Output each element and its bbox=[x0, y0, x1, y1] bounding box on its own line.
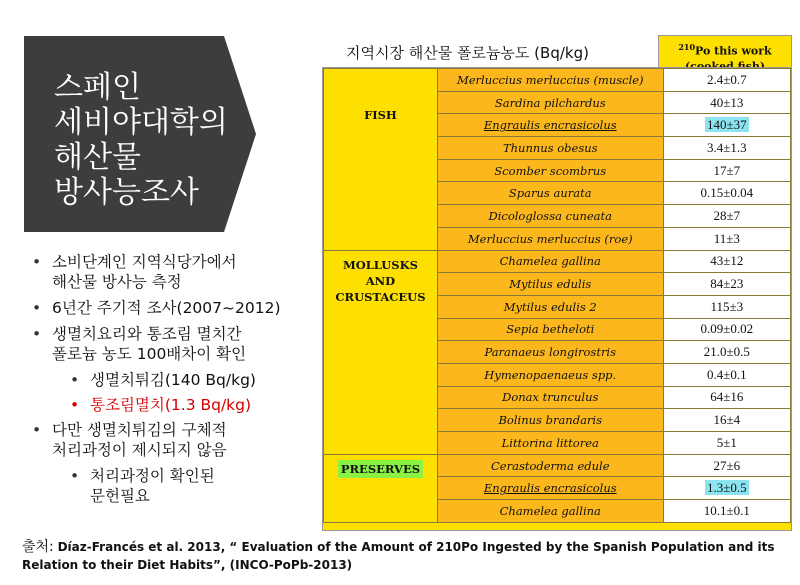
value-cell: 64±16 bbox=[663, 386, 790, 409]
source-citation bbox=[22, 538, 792, 574]
bullet-text: 폴로늄 농도 100배차이 확인 bbox=[52, 345, 247, 363]
value-cell: 2.4±0.7 bbox=[663, 69, 790, 92]
species-cell: Merluccius merluccius (roe) bbox=[437, 227, 663, 250]
title-line: 방사능조사 bbox=[54, 175, 199, 210]
category-preserves bbox=[324, 454, 438, 522]
value-cell: 40±13 bbox=[663, 91, 790, 114]
species-cell: Merluccius merluccius (muscle) bbox=[437, 69, 663, 92]
table-row bbox=[324, 454, 791, 477]
species-cell: Cerastoderma edule bbox=[437, 454, 663, 477]
bullet-text: • 처리과정이 확인된 bbox=[90, 467, 215, 485]
header-superscript: 210 bbox=[678, 42, 696, 52]
species-cell: Thunnus obesus bbox=[437, 137, 663, 160]
bullet-text: • 생멸치튀김(140 Bq/kg) bbox=[90, 371, 256, 389]
title-line: 해산물 bbox=[54, 140, 141, 175]
polonium-table bbox=[323, 68, 791, 523]
table-row bbox=[324, 69, 791, 92]
species-cell: Mytilus edulis 2 bbox=[437, 295, 663, 318]
source-text-line-2: Relation to their Diet Habits”, (INCO-PoPb-2013) bbox=[22, 558, 353, 572]
value-cell bbox=[663, 477, 790, 500]
sub-bullet-item bbox=[30, 370, 320, 390]
species-cell: Littorina littorea bbox=[437, 432, 663, 455]
value-cell bbox=[663, 114, 790, 137]
category-label-line: AND bbox=[365, 273, 396, 288]
species-cell: Sepia betheloti bbox=[437, 318, 663, 341]
category-mollusks bbox=[324, 250, 438, 454]
value-cell: 0.09±0.02 bbox=[663, 318, 790, 341]
value-highlight: 140±37 bbox=[706, 117, 747, 133]
species-cell: Mytilus edulis bbox=[437, 273, 663, 296]
category-label: FISH bbox=[364, 108, 397, 122]
category-fish bbox=[324, 69, 438, 251]
sub-bullet-item-red bbox=[30, 395, 320, 415]
value-cell: 5±1 bbox=[663, 432, 790, 455]
species-cell: Hymenopaenaeus spp. bbox=[437, 363, 663, 386]
table-row bbox=[324, 250, 791, 273]
species-underlined: Engraulis encrasicolus bbox=[483, 118, 617, 133]
header-line-1: Po this work bbox=[695, 44, 772, 58]
source-text-line-1: Díaz-Francés et al. 2013, “ Evaluation of the Amount of 210Po Ingested by the Spanish Population and its bbox=[57, 540, 775, 554]
value-cell: 17±7 bbox=[663, 159, 790, 182]
source-label: 출처: bbox=[22, 539, 54, 555]
bullet-text: • 다만 생멸치튀김의 구체적 bbox=[52, 421, 227, 439]
species-cell: Dicologlossa cuneata bbox=[437, 205, 663, 228]
category-label: PRESERVES bbox=[338, 460, 423, 478]
bullet-text: • 통조림멸치(1.3 Bq/kg) bbox=[90, 396, 252, 414]
species-underlined: Engraulis encrasicolus bbox=[483, 481, 617, 496]
species-cell bbox=[437, 477, 663, 500]
data-table-container bbox=[322, 67, 792, 531]
bullet-text: • 소비단계인 지역식당가에서 bbox=[52, 253, 237, 271]
bullet-item bbox=[30, 252, 320, 292]
title-line: 스페인 bbox=[54, 70, 141, 105]
title-block bbox=[24, 36, 256, 232]
category-label-line: CRUSTACEUS bbox=[335, 289, 426, 304]
title-line: 세비야대학의 bbox=[54, 105, 228, 140]
value-cell: 11±3 bbox=[663, 227, 790, 250]
species-cell: Sparus aurata bbox=[437, 182, 663, 205]
slide-title bbox=[54, 70, 254, 210]
bullet-text: • 생멸치요리와 통조림 멸치간 bbox=[52, 325, 242, 343]
sub-bullet-item bbox=[30, 466, 320, 506]
value-cell: 21.0±0.5 bbox=[663, 341, 790, 364]
species-cell: Donax trunculus bbox=[437, 386, 663, 409]
species-cell: Chamelea gallina bbox=[437, 500, 663, 523]
species-cell: Sardina pilchardus bbox=[437, 91, 663, 114]
species-cell: Paranaeus longirostris bbox=[437, 341, 663, 364]
bullet-item bbox=[30, 420, 320, 460]
species-cell: Scomber scombrus bbox=[437, 159, 663, 182]
bullet-text: 문헌필요 bbox=[90, 487, 150, 505]
species-cell: Chamelea gallina bbox=[437, 250, 663, 273]
bullet-text: 해산물 방사능 측정 bbox=[52, 273, 182, 291]
species-cell: Bolinus brandaris bbox=[437, 409, 663, 432]
bullet-item bbox=[30, 298, 320, 318]
category-label-line: MOLLUSKS bbox=[342, 257, 418, 272]
value-cell: 28±7 bbox=[663, 205, 790, 228]
category-label bbox=[335, 257, 425, 305]
value-cell: 27±6 bbox=[663, 454, 790, 477]
value-cell: 115±3 bbox=[663, 295, 790, 318]
value-cell: 16±4 bbox=[663, 409, 790, 432]
value-cell: 0.4±0.1 bbox=[663, 363, 790, 386]
value-cell: 10.1±0.1 bbox=[663, 500, 790, 523]
bullet-text: • 6년간 주기적 조사(2007~2012) bbox=[52, 299, 281, 317]
value-cell: 3.4±1.3 bbox=[663, 137, 790, 160]
value-cell: 43±12 bbox=[663, 250, 790, 273]
value-highlight: 1.3±0.5 bbox=[706, 480, 747, 496]
bullet-list bbox=[30, 252, 320, 511]
value-cell: 84±23 bbox=[663, 273, 790, 296]
bullet-item bbox=[30, 324, 320, 364]
bullet-text: 처리과정이 제시되지 않음 bbox=[52, 441, 227, 459]
species-cell bbox=[437, 114, 663, 137]
value-cell: 0.15±0.04 bbox=[663, 182, 790, 205]
table-title: 지역시장 해산물 폴로늄농도 (Bq/kg) bbox=[346, 44, 589, 62]
